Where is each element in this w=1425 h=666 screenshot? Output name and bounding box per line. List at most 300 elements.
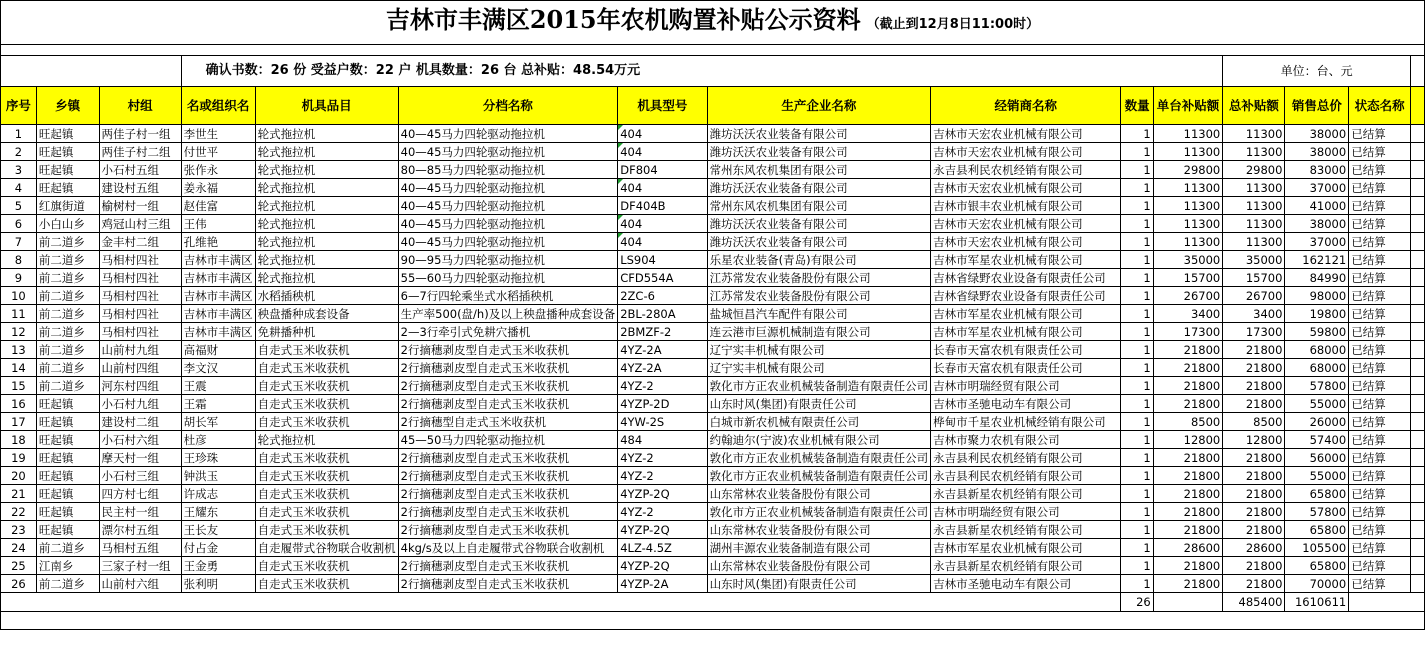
table-cell: 白城市新农机械有限责任公司 [707, 413, 931, 431]
blank-row [1, 45, 1425, 56]
table-cell: 前二道乡 [36, 377, 99, 395]
table-cell: 轮式拖拉机 [255, 143, 398, 161]
table-cell: 40—45马力四轮驱动拖拉机 [398, 179, 618, 197]
header-cell: 机具型号 [618, 87, 707, 125]
table-cell: 84990 [1285, 269, 1349, 287]
table-cell: 约翰迪尔(宁波)农业机械有限公司 [707, 431, 931, 449]
table-cell: 轮式拖拉机 [255, 251, 398, 269]
table-cell: 21800 [1153, 485, 1223, 503]
table-cell: 吉林市天宏农业机械有限公司 [931, 125, 1121, 143]
table-cell: 2行摘穗剥皮型自走式玉米收获机 [398, 449, 618, 467]
table-cell: 21800 [1223, 557, 1285, 575]
table-cell: 吉林市军星农业机械有限公司 [931, 251, 1121, 269]
table-row [1, 341, 1425, 359]
table-cell: 高福财 [181, 341, 255, 359]
table-cell: 484 [618, 431, 707, 449]
table-cell: 前二道乡 [36, 287, 99, 305]
table-cell: 17300 [1153, 323, 1223, 341]
table-cell: 1 [1121, 557, 1153, 575]
table-cell: 29800 [1223, 161, 1285, 179]
table-row [1, 287, 1425, 305]
table-cell: 免耕播种机 [255, 323, 398, 341]
table-cell: 21800 [1223, 449, 1285, 467]
table-cell-empty [1410, 269, 1424, 287]
table-row [1, 503, 1425, 521]
header-cell: 总补贴额 [1223, 87, 1285, 125]
table-cell: 自走式玉米收获机 [255, 413, 398, 431]
table-cell: 胡长军 [181, 413, 255, 431]
table-cell: 4YZ-2A [618, 341, 707, 359]
table-cell: DF804 [618, 161, 707, 179]
table-cell-empty [1410, 359, 1424, 377]
table-cell: 1 [1121, 179, 1153, 197]
table-cell: 吉林市明瑞经贸有限公司 [931, 377, 1121, 395]
table-row [1, 395, 1425, 413]
table-cell: 1 [1121, 323, 1153, 341]
table-cell: 张利明 [181, 575, 255, 593]
table-cell: 65800 [1285, 557, 1349, 575]
table-cell-empty [1410, 449, 1424, 467]
table-cell: 自走式玉米收获机 [255, 341, 398, 359]
table-cell: 旺起镇 [36, 485, 99, 503]
table-cell: 25 [1, 557, 37, 575]
table-cell: 自走式玉米收获机 [255, 359, 398, 377]
table-cell: 45—50马力四轮驱动拖拉机 [398, 431, 618, 449]
table-cell: 轮式拖拉机 [255, 215, 398, 233]
table-cell: 21800 [1223, 503, 1285, 521]
table-cell: 1 [1121, 449, 1153, 467]
table-cell: 70000 [1285, 575, 1349, 593]
table-cell: 常州东风农机集团有限公司 [707, 197, 931, 215]
table-cell: 22 [1, 503, 37, 521]
table-cell: 王霜 [181, 395, 255, 413]
table-cell-empty [1410, 431, 1424, 449]
table-cell: 吉林市圣驰电动车有限公司 [931, 395, 1121, 413]
table-cell: 已结算 [1349, 431, 1411, 449]
table-cell: 3400 [1223, 305, 1285, 323]
table-cell-empty [1410, 215, 1424, 233]
table-cell: 4YZ-2 [618, 467, 707, 485]
header-cell: 乡镇 [36, 87, 99, 125]
table-row [1, 413, 1425, 431]
table-cell: 河东村四组 [99, 377, 181, 395]
table-cell: 已结算 [1349, 323, 1411, 341]
table-cell: 3 [1, 161, 37, 179]
table-cell: 旺起镇 [36, 125, 99, 143]
table-cell: 长春市天富农机有限责任公司 [931, 341, 1121, 359]
table-row [1, 125, 1425, 143]
total-quantity: 26 [1121, 593, 1153, 612]
table-cell: 永吉县利民农机经销有限公司 [931, 467, 1121, 485]
table-cell: 17 [1, 413, 37, 431]
table-cell: 404 [618, 215, 707, 233]
table-cell: 11300 [1153, 125, 1223, 143]
sheet-title [1, 1, 1425, 45]
table-cell: 21800 [1223, 521, 1285, 539]
table-cell: 湖州丰源农业装备制造有限公司 [707, 539, 931, 557]
table-cell: 4YZP-2Q [618, 557, 707, 575]
table-cell: 吉林市丰满区 [181, 269, 255, 287]
table-cell: 许成志 [181, 485, 255, 503]
table-cell: 1 [1121, 521, 1153, 539]
table-cell: 吉林市天宏农业机械有限公司 [931, 179, 1121, 197]
table-cell: 小石村三组 [99, 467, 181, 485]
table-cell: 已结算 [1349, 143, 1411, 161]
table-cell: 18 [1, 431, 37, 449]
table-row [1, 269, 1425, 287]
table-cell: 6—7行四轮乘坐式水稻插秧机 [398, 287, 618, 305]
table-cell: 马相村四社 [99, 323, 181, 341]
table-cell: 12800 [1153, 431, 1223, 449]
table-cell: 21800 [1153, 341, 1223, 359]
table-cell: 1 [1121, 269, 1153, 287]
table-cell: 1 [1121, 341, 1153, 359]
table-cell: 吉林市银丰农业机械有限公司 [931, 197, 1121, 215]
table-cell: 21800 [1153, 359, 1223, 377]
total-subsidy: 485400 [1223, 593, 1285, 612]
table-cell: 已结算 [1349, 251, 1411, 269]
table-cell: 21800 [1153, 467, 1223, 485]
table-cell: 57400 [1285, 431, 1349, 449]
table-cell: 潍坊沃沃农业装备有限公司 [707, 215, 931, 233]
table-cell: 连云港市巨源机械制造有限公司 [707, 323, 931, 341]
table-cell: 潍坊沃沃农业装备有限公司 [707, 125, 931, 143]
summary-right-cell [1410, 56, 1424, 87]
table-cell: 吉林市明瑞经贸有限公司 [931, 503, 1121, 521]
table-cell: 5 [1, 197, 37, 215]
table-cell: 21800 [1153, 521, 1223, 539]
table-cell: 80—85马力四轮驱动拖拉机 [398, 161, 618, 179]
table-cell: 杜彦 [181, 431, 255, 449]
table-row [1, 377, 1425, 395]
table-cell: 2 [1, 143, 37, 161]
table-cell-empty [1410, 413, 1424, 431]
table-cell: 山前村六组 [99, 575, 181, 593]
table-cell: 2行摘穗剥皮型自走式玉米收获机 [398, 503, 618, 521]
table-cell: 37000 [1285, 233, 1349, 251]
table-cell-empty [1410, 485, 1424, 503]
table-cell: 旺起镇 [36, 413, 99, 431]
table-row [1, 161, 1425, 179]
table-cell: 吉林市军星农业机械有限公司 [931, 323, 1121, 341]
table-cell: 敦化市方正农业机械装备制造有限责任公司 [707, 449, 931, 467]
table-cell: 11300 [1223, 197, 1285, 215]
table-cell: 前二道乡 [36, 269, 99, 287]
table-cell: 21800 [1223, 377, 1285, 395]
table-cell: 民主村一组 [99, 503, 181, 521]
table-cell: 李文汉 [181, 359, 255, 377]
table-cell: 55000 [1285, 395, 1349, 413]
table-cell: 1 [1121, 251, 1153, 269]
table-cell: 40—45马力四轮驱动拖拉机 [398, 197, 618, 215]
table-cell: 1 [1121, 143, 1153, 161]
table-cell: 潍坊沃沃农业装备有限公司 [707, 179, 931, 197]
table-cell-empty [1410, 287, 1424, 305]
table-cell-empty [1410, 161, 1424, 179]
table-cell: 2行摘穗剥皮型自走式玉米收获机 [398, 575, 618, 593]
unit-label: 单位：台、元 [1223, 56, 1411, 87]
table-cell: 生产率500(盘/h)及以上秧盘播种成套设备 [398, 305, 618, 323]
title-note: （截止到12月8日11:00时） [866, 17, 1040, 32]
table-cell: 前二道乡 [36, 359, 99, 377]
table-cell: 小石村六组 [99, 431, 181, 449]
table-cell: 21800 [1153, 449, 1223, 467]
table-cell: 2行摘穗剥皮型自走式玉米收获机 [398, 359, 618, 377]
table-cell: 张作永 [181, 161, 255, 179]
table-cell: 已结算 [1349, 575, 1411, 593]
table-cell-empty [1410, 395, 1424, 413]
table-cell: 21800 [1153, 503, 1223, 521]
table-cell: 王珍珠 [181, 449, 255, 467]
table-cell: 前二道乡 [36, 539, 99, 557]
table-cell: 23 [1, 521, 37, 539]
table-cell: 9 [1, 269, 37, 287]
header-cell: 机具品目 [255, 87, 398, 125]
table-cell: 2行摘穗剥皮型自走式玉米收获机 [398, 521, 618, 539]
table-cell: 已结算 [1349, 521, 1411, 539]
table-cell: 1 [1121, 575, 1153, 593]
table-cell: 26000 [1285, 413, 1349, 431]
table-cell: 404 [618, 233, 707, 251]
table-cell: 已结算 [1349, 287, 1411, 305]
table-cell: 自走式玉米收获机 [255, 377, 398, 395]
table-row [1, 449, 1425, 467]
table-cell: 自走履带式谷物联合收割机 [255, 539, 398, 557]
table-cell: 11300 [1223, 143, 1285, 161]
table-cell: 21800 [1153, 557, 1223, 575]
table-cell: 4YZ-2 [618, 377, 707, 395]
table-cell: 4 [1, 179, 37, 197]
table-row [1, 323, 1425, 341]
table-cell: 2行摘穗剥皮型自走式玉米收获机 [398, 485, 618, 503]
table-cell: 三家子村一组 [99, 557, 181, 575]
table-cell: 1 [1121, 485, 1153, 503]
table-cell: 旺起镇 [36, 179, 99, 197]
table-cell: 金丰村二组 [99, 233, 181, 251]
totals-row [1, 593, 1425, 612]
table-cell: 轮式拖拉机 [255, 269, 398, 287]
table-cell: 小石村五组 [99, 161, 181, 179]
table-cell: 山东时风(集团)有限责任公司 [707, 395, 931, 413]
table-cell: 24 [1, 539, 37, 557]
table-cell: 16 [1, 395, 37, 413]
table-cell: 已结算 [1349, 215, 1411, 233]
table-cell: 永吉县新星农机经销有限公司 [931, 485, 1121, 503]
table-row [1, 539, 1425, 557]
table-cell: 11300 [1223, 233, 1285, 251]
table-cell: 2行摘穗剥皮型自走式玉米收获机 [398, 557, 618, 575]
table-cell: 1 [1121, 413, 1153, 431]
table-cell: 29800 [1153, 161, 1223, 179]
table-cell: 4YZ-2A [618, 359, 707, 377]
table-cell-empty [1410, 377, 1424, 395]
table-cell: 已结算 [1349, 377, 1411, 395]
table-cell: 永吉县新星农机经销有限公司 [931, 557, 1121, 575]
table-cell: 2ZC-6 [618, 287, 707, 305]
table-cell: 旺起镇 [36, 521, 99, 539]
table-cell-empty [1410, 575, 1424, 593]
table-row [1, 485, 1425, 503]
table-row [1, 143, 1425, 161]
table-cell: 小白山乡 [36, 215, 99, 233]
table-cell: 潍坊沃沃农业装备有限公司 [707, 233, 931, 251]
table-cell-empty [1410, 503, 1424, 521]
table-cell-empty [1410, 557, 1424, 575]
table-cell: 已结算 [1349, 557, 1411, 575]
table-cell: 21800 [1223, 467, 1285, 485]
table-cell: 404 [618, 125, 707, 143]
table-cell-empty [1410, 197, 1424, 215]
table-cell: 40—45马力四轮驱动拖拉机 [398, 125, 618, 143]
table-row [1, 215, 1425, 233]
table-row [1, 359, 1425, 377]
table-cell: 6 [1, 215, 37, 233]
table-cell: 鸡冠山村三组 [99, 215, 181, 233]
table-cell: 4YW-2S [618, 413, 707, 431]
table-cell: 建设村五组 [99, 179, 181, 197]
table-cell: 李世生 [181, 125, 255, 143]
table-cell: 已结算 [1349, 305, 1411, 323]
table-cell: 11300 [1223, 179, 1285, 197]
table-cell: 1 [1121, 305, 1153, 323]
table-cell: 1 [1121, 395, 1153, 413]
table-cell: 常州东风农机集团有限公司 [707, 161, 931, 179]
table-cell: 旺起镇 [36, 161, 99, 179]
table-cell: 摩天村一组 [99, 449, 181, 467]
table-cell: 已结算 [1349, 395, 1411, 413]
summary-text: 确认书数：26 份 受益户数：22 户 机具数量：26 台 总补贴：48.54万元 [181, 56, 1223, 87]
table-cell: 敦化市方正农业机械装备制造有限责任公司 [707, 467, 931, 485]
table-cell: 21800 [1223, 359, 1285, 377]
table-cell: 山东常林农业装备股份有限公司 [707, 521, 931, 539]
table-cell-empty [1410, 323, 1424, 341]
table-cell: 旺起镇 [36, 395, 99, 413]
table-cell: 已结算 [1349, 467, 1411, 485]
table-cell: 潍坊沃沃农业装备有限公司 [707, 143, 931, 161]
table-cell: 404 [618, 179, 707, 197]
table-cell: 漂尔村五组 [99, 521, 181, 539]
table-cell: 21800 [1223, 575, 1285, 593]
table-cell: 两佳子村二组 [99, 143, 181, 161]
table-cell: 吉林市聚力农机有限公司 [931, 431, 1121, 449]
table-cell: 4LZ-4.5Z [618, 539, 707, 557]
table-cell: 2行摘穗型自走式玉米收获机 [398, 413, 618, 431]
table-cell: 57800 [1285, 377, 1349, 395]
table-cell: 40—45马力四轮驱动拖拉机 [398, 143, 618, 161]
table-cell: 11300 [1153, 179, 1223, 197]
table-cell: 吉林市军星农业机械有限公司 [931, 305, 1121, 323]
header-cell: 名或组织名 [181, 87, 255, 125]
table-cell: 四方村七组 [99, 485, 181, 503]
table-cell-empty [1410, 233, 1424, 251]
table-cell: 21800 [1153, 575, 1223, 593]
header-row [1, 87, 1425, 125]
table-cell: 已结算 [1349, 197, 1411, 215]
table-cell: 105500 [1285, 539, 1349, 557]
table-cell: 吉林市丰满区 [181, 251, 255, 269]
table-cell: 4YZP-2Q [618, 521, 707, 539]
table-cell: 11300 [1153, 143, 1223, 161]
table-cell: 建设村二组 [99, 413, 181, 431]
table-cell: 旺起镇 [36, 467, 99, 485]
table-row [1, 305, 1425, 323]
table-cell: 已结算 [1349, 341, 1411, 359]
table-cell: 敦化市方正农业机械装备制造有限责任公司 [707, 503, 931, 521]
table-cell: 山前村九组 [99, 341, 181, 359]
table-cell: 1 [1121, 377, 1153, 395]
table-cell: 90—95马力四轮驱动拖拉机 [398, 251, 618, 269]
header-cell-empty [1410, 87, 1424, 125]
table-cell-empty [1410, 539, 1424, 557]
table-cell: 1 [1121, 503, 1153, 521]
header-cell: 村组 [99, 87, 181, 125]
table-cell: 旺起镇 [36, 449, 99, 467]
table-cell: 前二道乡 [36, 305, 99, 323]
table-cell: 15 [1, 377, 37, 395]
table-cell: 已结算 [1349, 125, 1411, 143]
table-cell: 7 [1, 233, 37, 251]
table-cell: 已结算 [1349, 503, 1411, 521]
table-cell: 王震 [181, 377, 255, 395]
table-cell: 21800 [1223, 395, 1285, 413]
table-cell: 榆树村一组 [99, 197, 181, 215]
table-cell: 65800 [1285, 521, 1349, 539]
table-cell: 红旗街道 [36, 197, 99, 215]
table-cell: 17300 [1223, 323, 1285, 341]
table-cell: 21800 [1153, 395, 1223, 413]
table-cell: 姜永福 [181, 179, 255, 197]
table-cell: 已结算 [1349, 413, 1411, 431]
table-row [1, 197, 1425, 215]
table-row [1, 431, 1425, 449]
table-cell: 4YZP-2Q [618, 485, 707, 503]
table-cell: 自走式玉米收获机 [255, 485, 398, 503]
table-cell-empty [1410, 467, 1424, 485]
total-sales: 1610611 [1285, 593, 1349, 612]
table-row [1, 557, 1425, 575]
header-cell: 销售总价 [1285, 87, 1349, 125]
table-cell: 已结算 [1349, 359, 1411, 377]
table-cell: 吉林市丰满区 [181, 305, 255, 323]
table-cell: 永吉县利民农机经销有限公司 [931, 161, 1121, 179]
table-cell: 35000 [1223, 251, 1285, 269]
table-cell: 自走式玉米收获机 [255, 521, 398, 539]
table-cell: 11300 [1153, 233, 1223, 251]
table-cell: 8500 [1153, 413, 1223, 431]
table-cell: 2—3行牵引式免耕穴播机 [398, 323, 618, 341]
table-cell: 26700 [1223, 287, 1285, 305]
table-cell: 11300 [1223, 215, 1285, 233]
summary-left-cell [1, 56, 182, 87]
table-cell: 21800 [1223, 485, 1285, 503]
table-cell: 两佳子村一组 [99, 125, 181, 143]
table-cell-empty [1410, 125, 1424, 143]
table-cell: 2行摘穗剥皮型自走式玉米收获机 [398, 395, 618, 413]
table-cell: 王伟 [181, 215, 255, 233]
table-cell: 旺起镇 [36, 431, 99, 449]
header-cell: 数量 [1121, 87, 1153, 125]
table-cell-empty [1410, 143, 1424, 161]
table-cell: 钟洪玉 [181, 467, 255, 485]
table-cell: 已结算 [1349, 485, 1411, 503]
table-cell: 马相村四社 [99, 269, 181, 287]
table-cell: 吉林市圣驰电动车有限公司 [931, 575, 1121, 593]
table-cell: 永吉县新星农机经销有限公司 [931, 521, 1121, 539]
table-cell: 11 [1, 305, 37, 323]
table-cell: 404 [618, 143, 707, 161]
table-cell: 98000 [1285, 287, 1349, 305]
table-cell: 11300 [1153, 197, 1223, 215]
